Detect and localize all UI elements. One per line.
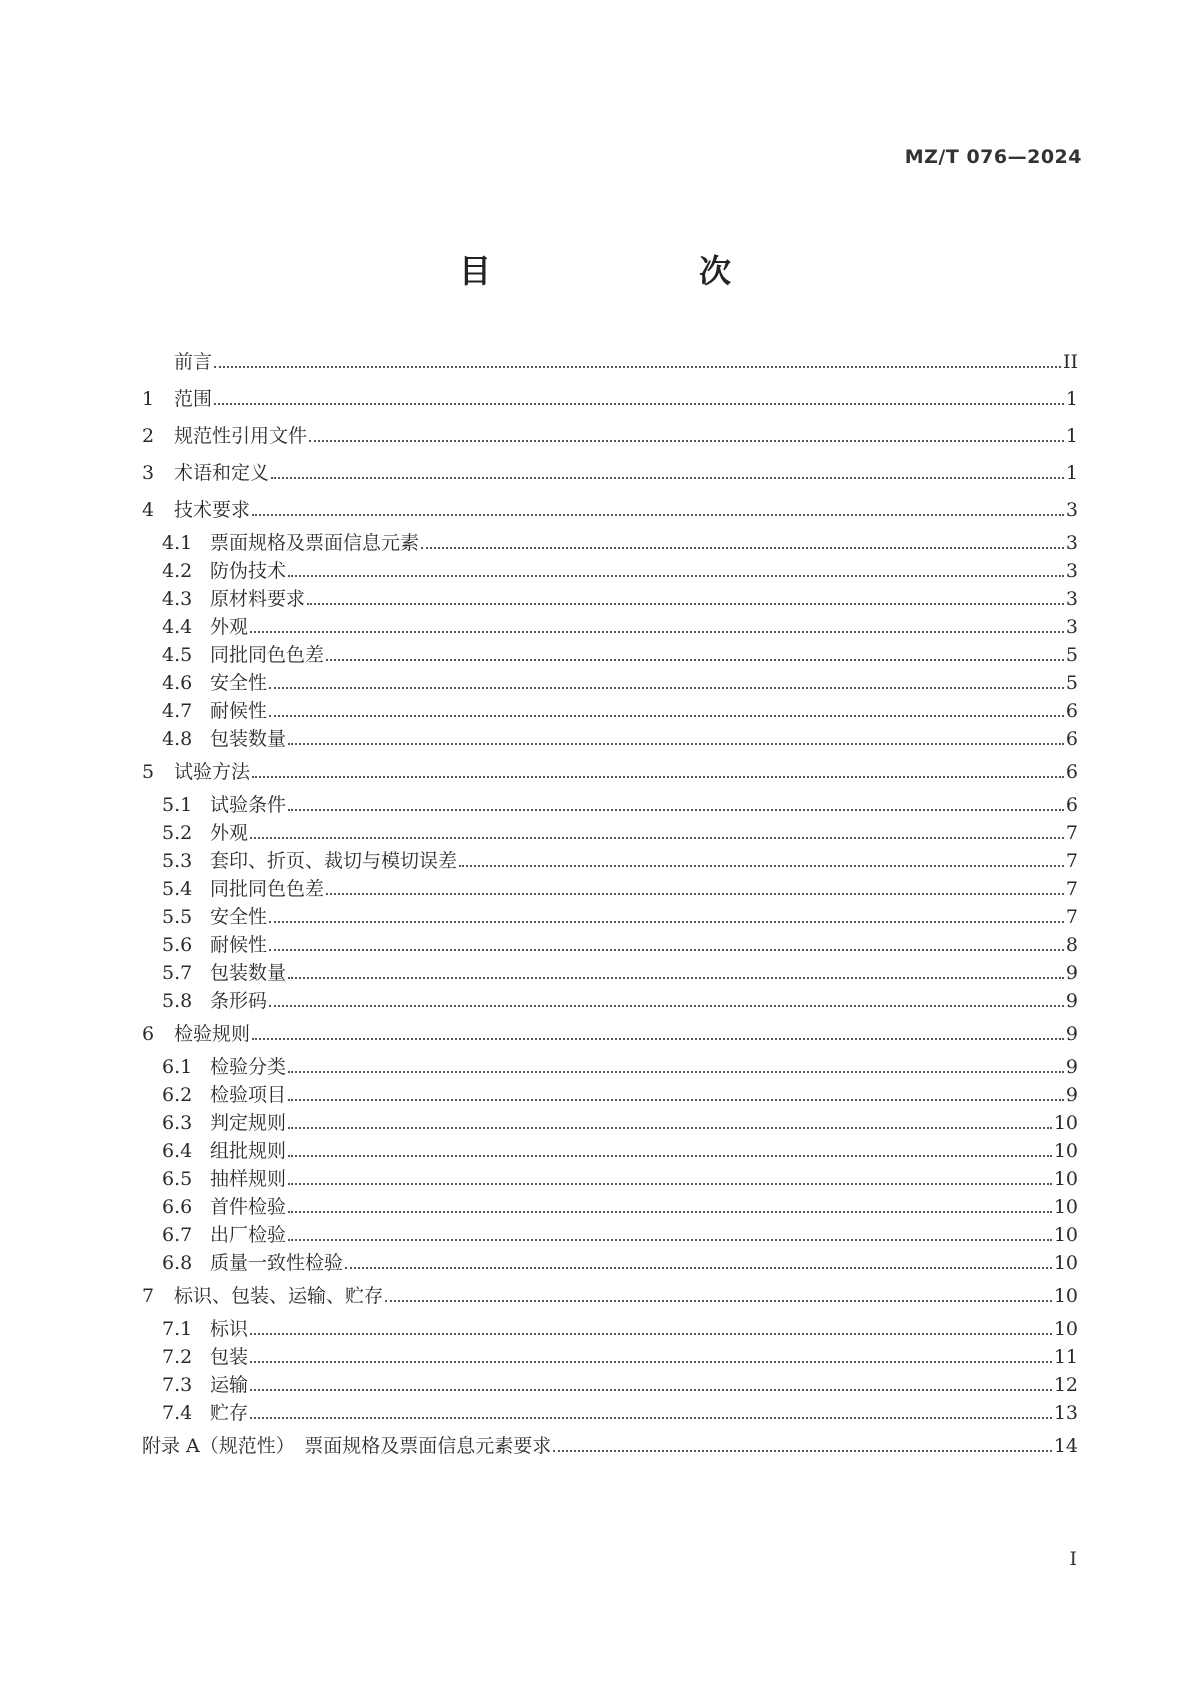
toc-entry-number: 4.8 [162, 728, 193, 750]
toc-entry-page: 3 [1065, 616, 1078, 638]
toc-leader-dots [250, 1361, 1052, 1363]
toc-leader-dots [250, 837, 1064, 839]
toc-entry-page: 5 [1065, 644, 1078, 666]
toc-entry-number: 5.2 [162, 822, 193, 844]
toc-entry-label: 外观 [210, 822, 249, 844]
toc-entry-number: 5.4 [162, 878, 193, 900]
toc-entry-label: 出厂检验 [210, 1224, 287, 1246]
toc-entry-number: 7 [142, 1285, 155, 1307]
toc-entry-label: 判定规则 [210, 1112, 287, 1134]
toc-entry[interactable] [142, 497, 1078, 523]
toc-entry-label: 包装 [210, 1346, 249, 1368]
toc-entry[interactable] [162, 1372, 1078, 1398]
standard-code: MZ/T 076—2024 [904, 146, 1082, 168]
toc-entry-label: 同批同色色差 [210, 878, 325, 900]
toc-entry-page: 12 [1053, 1374, 1078, 1396]
toc-entry[interactable] [162, 586, 1078, 612]
toc-leader-dots [385, 1300, 1052, 1302]
toc-entry-label: 组批规则 [210, 1140, 287, 1162]
toc-entry-page: 10 [1053, 1168, 1078, 1190]
toc-entry-label: 检验规则 [174, 1023, 251, 1045]
toc-entry-label: 安全性 [210, 906, 268, 928]
toc-entry-page: 9 [1065, 1023, 1078, 1045]
toc-entry[interactable] [162, 530, 1078, 556]
toc-entry-label: 试验条件 [210, 794, 287, 816]
toc-entry-page: 6 [1065, 728, 1078, 750]
toc-entry-label: 标识、包装、运输、贮存 [174, 1285, 384, 1307]
toc-entry-number: 6.5 [162, 1168, 193, 1190]
toc-leader-dots [421, 547, 1064, 549]
toc-entry[interactable] [162, 614, 1078, 640]
toc-entry-number: 5.8 [162, 990, 193, 1012]
toc-title: 目 次 [458, 252, 819, 290]
toc-entry-page: 11 [1053, 1346, 1078, 1368]
toc-entry-page: 9 [1065, 962, 1078, 984]
toc-entry[interactable] [162, 1138, 1078, 1164]
toc-entry[interactable] [142, 460, 1078, 486]
toc-entry-number: 4.7 [162, 700, 193, 722]
toc-entry-page: 13 [1053, 1402, 1078, 1424]
toc-entry[interactable] [162, 988, 1078, 1014]
toc-entry[interactable] [162, 670, 1078, 696]
toc-leader-dots [269, 715, 1064, 717]
toc-leader-dots [269, 921, 1064, 923]
toc-entry-label: 检验项目 [210, 1084, 287, 1106]
toc-entry-label: 耐候性 [210, 934, 268, 956]
toc-entry-label: 附录 A（规范性） 票面规格及票面信息元素要求 [142, 1435, 552, 1457]
toc-entry-number: 5 [142, 761, 155, 783]
toc-entry-number: 7.2 [162, 1346, 193, 1368]
toc-leader-dots [250, 1333, 1052, 1335]
toc-entry[interactable] [162, 876, 1078, 902]
toc-entry-number: 3 [142, 462, 155, 484]
toc-entry-number: 7.1 [162, 1318, 193, 1340]
toc-entry-label: 同批同色色差 [210, 644, 325, 666]
toc-entry-label: 运输 [210, 1374, 249, 1396]
toc-entry-page: 10 [1053, 1112, 1078, 1134]
toc-leader-dots [250, 1417, 1052, 1419]
toc-entry-number: 4.1 [162, 532, 193, 554]
toc-entry[interactable] [142, 1433, 1078, 1459]
toc-entry-label: 试验方法 [174, 761, 251, 783]
toc-entry-page: 7 [1065, 850, 1078, 872]
toc-leader-dots [214, 403, 1064, 405]
toc-entry-page: 9 [1065, 990, 1078, 1012]
toc-entry-number: 7.3 [162, 1374, 193, 1396]
toc-entry-label: 前言 [174, 351, 213, 373]
toc-entry-page: 6 [1065, 700, 1078, 722]
toc-entry-number: 5.1 [162, 794, 193, 816]
toc-entry-page: 3 [1065, 499, 1078, 521]
toc-entry-number: 5.5 [162, 906, 193, 928]
toc-entry-number: 4.3 [162, 588, 193, 610]
toc-leader-dots [288, 743, 1064, 745]
toc-entry-number: 5.7 [162, 962, 193, 984]
toc-entry-page: 6 [1065, 794, 1078, 816]
toc-leader-dots [269, 1005, 1064, 1007]
toc-leader-dots [252, 514, 1064, 516]
toc-entry[interactable] [162, 1194, 1078, 1220]
toc-leader-dots [326, 893, 1064, 895]
toc-leader-dots [288, 1155, 1052, 1157]
toc-entry-page: 5 [1065, 672, 1078, 694]
toc-entry-number: 6.1 [162, 1056, 193, 1078]
toc-entry[interactable] [142, 349, 1078, 375]
toc-leader-dots [288, 575, 1064, 577]
toc-leader-dots [309, 440, 1064, 442]
toc-entry[interactable] [162, 726, 1078, 752]
toc-entry[interactable] [162, 1250, 1078, 1276]
toc-entry-page: 10 [1053, 1285, 1078, 1307]
toc-entry-page: 6 [1065, 761, 1078, 783]
toc-entry-label: 术语和定义 [174, 462, 270, 484]
toc-entry[interactable] [162, 698, 1078, 724]
toc-leader-dots [269, 687, 1064, 689]
toc-entry[interactable] [162, 1400, 1078, 1426]
toc-entry-page: 10 [1053, 1318, 1078, 1340]
toc-entry-number: 5.6 [162, 934, 193, 956]
toc-entry-page: 10 [1053, 1196, 1078, 1218]
toc-entry[interactable] [162, 932, 1078, 958]
toc-leader-dots [288, 977, 1064, 979]
toc-entry-label: 条形码 [210, 990, 268, 1012]
toc-entry-label: 标识 [210, 1318, 249, 1340]
toc-leader-dots [252, 776, 1064, 778]
toc-entry-label: 包装数量 [210, 728, 287, 750]
toc-entry-label: 规范性引用文件 [174, 425, 308, 447]
toc-entry-label: 安全性 [210, 672, 268, 694]
toc-entry-page: 8 [1065, 934, 1078, 956]
toc-entry-label: 技术要求 [174, 499, 251, 521]
toc-entry[interactable] [142, 759, 1078, 785]
toc-entry-label: 贮存 [210, 1402, 249, 1424]
toc-entry[interactable] [162, 792, 1078, 818]
toc-entry-page: II [1062, 351, 1078, 373]
toc-entry-label: 套印、折页、裁切与模切误差 [210, 850, 458, 872]
toc-entry[interactable] [142, 386, 1078, 412]
toc-entry-page: 7 [1065, 822, 1078, 844]
toc-entry-label: 抽样规则 [210, 1168, 287, 1190]
toc-entry-number: 5.3 [162, 850, 193, 872]
toc-entry-label: 首件检验 [210, 1196, 287, 1218]
toc-entry[interactable] [162, 1054, 1078, 1080]
toc-entry-page: 10 [1053, 1140, 1078, 1162]
toc-leader-dots [288, 1071, 1064, 1073]
toc-entry-label: 防伪技术 [210, 560, 287, 582]
toc-entry-number: 6.7 [162, 1224, 193, 1246]
toc-entry-number: 6.3 [162, 1112, 193, 1134]
toc-leader-dots [307, 603, 1064, 605]
toc-entry[interactable] [162, 820, 1078, 846]
toc-leader-dots [326, 659, 1064, 661]
toc-entry[interactable] [162, 848, 1078, 874]
toc-leader-dots [288, 1211, 1052, 1213]
toc-entry[interactable] [142, 423, 1078, 449]
toc-entry[interactable] [162, 1344, 1078, 1370]
toc-leader-dots [459, 865, 1064, 867]
toc-entry-number: 6.4 [162, 1140, 193, 1162]
toc-entry[interactable] [162, 558, 1078, 584]
toc-leader-dots [288, 1183, 1052, 1185]
toc-entry-page: 1 [1065, 388, 1078, 410]
toc-leader-dots [345, 1267, 1052, 1269]
toc-entry-page: 3 [1065, 532, 1078, 554]
toc-entry[interactable] [162, 904, 1078, 930]
toc-entry[interactable] [162, 1316, 1078, 1342]
toc-leader-dots [250, 1389, 1052, 1391]
toc-entry[interactable] [162, 1166, 1078, 1192]
toc-leader-dots [214, 366, 1061, 368]
toc-leader-dots [553, 1450, 1052, 1452]
toc-entry[interactable] [162, 1110, 1078, 1136]
toc-entry-page: 10 [1053, 1224, 1078, 1246]
toc-entry-number: 6.6 [162, 1196, 193, 1218]
toc-entry-label: 耐候性 [210, 700, 268, 722]
toc-entry-number: 4.4 [162, 616, 193, 638]
toc-entry-page: 3 [1065, 560, 1078, 582]
toc-leader-dots [250, 631, 1064, 633]
toc-entry-page: 7 [1065, 906, 1078, 928]
toc-entry[interactable] [162, 960, 1078, 986]
toc-entry[interactable] [162, 642, 1078, 668]
toc-entry-label: 包装数量 [210, 962, 287, 984]
toc-entry-number: 6.8 [162, 1252, 193, 1274]
toc-entry-number: 4.6 [162, 672, 193, 694]
toc-entry-label: 原材料要求 [210, 588, 306, 610]
toc-entry-number: 6 [142, 1023, 155, 1045]
toc-entry[interactable] [142, 1283, 1078, 1309]
toc-leader-dots [288, 1099, 1064, 1101]
toc-entry-number: 6.2 [162, 1084, 193, 1106]
toc-leader-dots [252, 1038, 1064, 1040]
toc-entry-number: 1 [142, 388, 155, 410]
toc-entry-number: 7.4 [162, 1402, 193, 1424]
toc-entry[interactable] [142, 1021, 1078, 1047]
toc-entry-page: 14 [1053, 1435, 1078, 1457]
toc-leader-dots [288, 1239, 1052, 1241]
toc-entry-page: 1 [1065, 462, 1078, 484]
toc-entry-page: 10 [1053, 1252, 1078, 1274]
toc-entry-number: 4 [142, 499, 155, 521]
toc-entry-label: 检验分类 [210, 1056, 287, 1078]
toc-leader-dots [288, 809, 1064, 811]
toc-entry-label: 范围 [174, 388, 213, 410]
toc-entry[interactable] [162, 1222, 1078, 1248]
toc-entry-number: 4.5 [162, 644, 193, 666]
toc-leader-dots [288, 1127, 1052, 1129]
toc-entry-page: 9 [1065, 1084, 1078, 1106]
toc-entry-label: 外观 [210, 616, 249, 638]
toc-entry-label: 票面规格及票面信息元素 [210, 532, 420, 554]
toc-entry[interactable] [162, 1082, 1078, 1108]
toc-entry-page: 1 [1065, 425, 1078, 447]
toc-entry-number: 2 [142, 425, 155, 447]
toc-entry-page: 3 [1065, 588, 1078, 610]
page-number: I [1069, 1548, 1077, 1570]
toc-entry-number: 4.2 [162, 560, 193, 582]
toc-leader-dots [271, 477, 1064, 479]
toc-leader-dots [269, 949, 1064, 951]
toc-entry-label: 质量一致性检验 [210, 1252, 344, 1274]
toc-entry-page: 9 [1065, 1056, 1078, 1078]
toc-entry-page: 7 [1065, 878, 1078, 900]
